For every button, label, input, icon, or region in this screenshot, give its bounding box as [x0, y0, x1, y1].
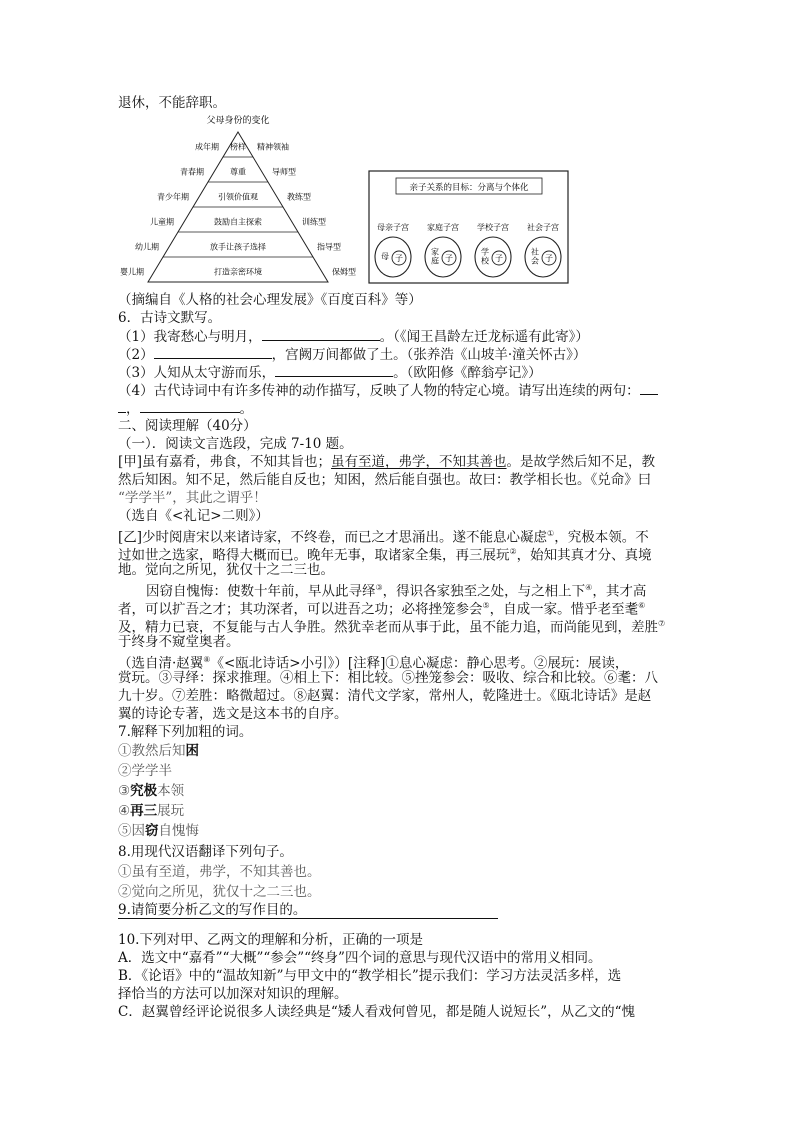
q10-title: 10.下列对甲、乙两文的理解和分析，正确的一项是 [118, 932, 423, 948]
section-2-title: 二、阅读理解（40分） [118, 418, 257, 434]
parent-child-relation-diagram [368, 170, 570, 286]
answer-line[interactable] [118, 918, 498, 919]
jia-source: （选自《<礼记>二则》） [118, 508, 269, 524]
intro-line: 退休，不能辞职。 [118, 95, 226, 111]
yi-line-5: 者，可以扩吾之才；其功深者，可以进吾之功；必将挫笼参会⑤，自成一家。惜乎老至耄⑥ [118, 601, 646, 618]
q10-option-a[interactable]: A．选文中“嘉肴”“大概”“参会”“终身”四个词的意思与现代汉语中的常用义相同。 [118, 950, 602, 966]
yi-source: （选自清·赵翼⑧《<瓯北诗话>小引》）[注释]①息心凝虑：静心思考。②展玩：展读， [118, 655, 629, 672]
q7-item-4: ④再三展玩 [118, 803, 185, 819]
parent-role-pyramid [118, 112, 358, 288]
q8-title: 8.用现代汉语翻译下列句子。 [118, 844, 293, 860]
palace-label: 学校子宫 [477, 223, 509, 232]
yi-line-3: 地。觉向之所见，犹仅十之二三也。 [118, 562, 334, 578]
pyramid-level-stage: 青春期 [180, 167, 204, 177]
pyramid-level-stage: 婴儿期 [120, 267, 144, 277]
child-label: 子 [495, 254, 503, 263]
yi-note-4: 翼的诗论专著，选文是这本书的自序。 [118, 706, 348, 722]
child-label: 子 [545, 254, 553, 263]
q6-item4-cont: ， 。 [118, 399, 678, 418]
palace-label: 社会子宫 [527, 223, 559, 232]
palace-inner-char: 庭 [431, 256, 439, 266]
q8-sentence-1: ①虽有至道，弗学，不知其善也。 [118, 864, 321, 880]
pyramid-level-role: 训练型 [302, 217, 326, 227]
child-label: 子 [445, 254, 453, 263]
pyramid-title: 父母身份的变化 [206, 116, 270, 126]
q10-option-b-1[interactable]: B．《论语》中的“温故知新”与甲文中的“教学相长”提示我们：学习方法灵活多样，选 [118, 968, 622, 984]
yi-note-2: 赏玩。③寻绎：探求推理。④相上下：相比较。⑤挫笼参会：吸收、综合和比较。⑥耄：八 [118, 670, 658, 686]
pyramid-level-center: 榜样 [230, 142, 246, 152]
q10-option-c[interactable]: C．赵翼曾经评论说很多人读经典是“矮人看戏何曾见，都是随人说短长”，从乙文的“愧 [118, 1004, 636, 1020]
pyramid-level-center: 引领价值观 [218, 192, 258, 202]
palace-label: 母亲子宫 [377, 223, 409, 232]
q6-item1: （1）我寄愁心与明月， 。（《闻王昌龄左迁龙标遥有此寄》） [118, 329, 589, 345]
pyramid-level-center: 鼓励自主探索 [214, 217, 262, 227]
palace-inner-char: 母 [381, 252, 389, 261]
pyramid-level-role: 指导型 [317, 242, 341, 252]
pyramid-level-stage: 幼儿期 [135, 242, 159, 252]
q7-item-5: ⑤因窃自愧悔 [118, 823, 199, 839]
palace-inner-char: 社 [531, 247, 539, 257]
pyramid-level-stage: 儿童期 [150, 217, 174, 227]
jia-line-1: [甲]虽有嘉肴，弗食，不知其旨也；虽有至道，弗学，不知其善也。是故学然后知不足，教 [118, 454, 656, 470]
answer-blank-4b[interactable] [118, 399, 126, 413]
yi-note-3: 九十岁。⑦差胜：略微超过。⑧赵翼：清代文学家，常州人，乾隆进士。《瓯北诗话》是赵 [118, 688, 652, 704]
palace-inner-char: 家 [431, 247, 439, 257]
yi-line-6: 及，精力已衰，不复能与古人争胜。然犹幸老而从事于此，虽不能力追，而尚能见到，差胜⑦ [118, 619, 666, 636]
jia-line-2: 然后知困。知不足，然后能自反也；知困，然后能自强也。故曰：教学相长也。《兑命》曰 [118, 472, 652, 488]
pyramid-level-role: 精神领袖 [257, 142, 289, 152]
q7-title: 7.解释下列加粗的词。 [118, 724, 253, 740]
part-1-title: （一）．阅读文言选段，完成 7-10 题。 [118, 436, 353, 452]
palace-label: 家庭子宫 [427, 223, 459, 232]
q8-sentence-2: ②觉向之所见，犹仅十之二三也。 [118, 884, 321, 900]
q7-item-1: ①教然后知困 [118, 743, 199, 759]
q7-item-2: ②学学半 [118, 763, 172, 779]
pyramid-level-center: 放手让孩子选择 [210, 242, 266, 252]
answer-blank-1[interactable] [262, 327, 380, 341]
pyramid-level-stage: 成年期 [195, 142, 219, 152]
q7-item-3: ③究极本领 [118, 783, 185, 799]
relation-title: 亲子关系的目标：分离与个体化 [409, 183, 529, 193]
pyramid-level-role: 保姆型 [332, 267, 356, 277]
source-line: （摘编自《人格的社会心理发展》《百度百科》等） [118, 292, 422, 308]
q6-item2: （2） ，宫阙万间都做了土。（张养浩《山坡羊·潼关怀古》） [118, 347, 587, 363]
answer-blank-3[interactable] [275, 363, 393, 377]
answer-blank-4c[interactable] [140, 399, 240, 413]
pyramid-level-center: 尊重 [230, 167, 246, 177]
pyramid-level-role: 教练型 [287, 192, 311, 202]
palace-inner-char: 会 [531, 256, 539, 266]
answer-blank-4a[interactable] [640, 381, 658, 395]
q6-item4: （4）古代诗词中有许多传神的动作描写，反映了人物的特定心境。请写出连续的两句： [118, 381, 678, 400]
answer-blank-2[interactable] [154, 345, 272, 359]
yi-line-4: 因窃自愧悔：使数十年前，早从此寻绎③，得识各家独至之处，与之相上下④，其才高 [146, 583, 647, 600]
yi-line-2: 过如世之选家，略得大概而已。晚年无事，取诸家全集，再三展玩②，始知其真才分、真境 [118, 547, 652, 564]
child-label: 子 [395, 254, 403, 263]
pyramid-level-center: 打造亲密环境 [214, 267, 262, 277]
pyramid-level-stage: 青少年期 [157, 192, 189, 202]
q10-option-b-2: 择恰当的方法可以加深对知识的理解。 [118, 986, 348, 1002]
q6-title: 6．古诗文默写。 [118, 310, 222, 326]
pyramid-level-role: 导师型 [272, 167, 296, 177]
palace-inner-char: 学 [481, 247, 489, 257]
q6-item3: （3）人知从太守游而乐， 。（欧阳修《醉翁亭记》） [118, 365, 542, 381]
q9-title: 9.请简要分析乙文的写作目的。 [118, 902, 307, 918]
palace-inner-char: 校 [481, 256, 489, 266]
jia-line-3: “学学半”，其此之谓乎！ [118, 490, 267, 506]
yi-line-1: [乙]少时阅唐宋以来诸诗家，不终卷，而已之才思涌出。遂不能息心凝虑①，究极本领。不 [118, 529, 649, 546]
yi-line-7: 于终身不窥堂奥者。 [118, 634, 240, 650]
